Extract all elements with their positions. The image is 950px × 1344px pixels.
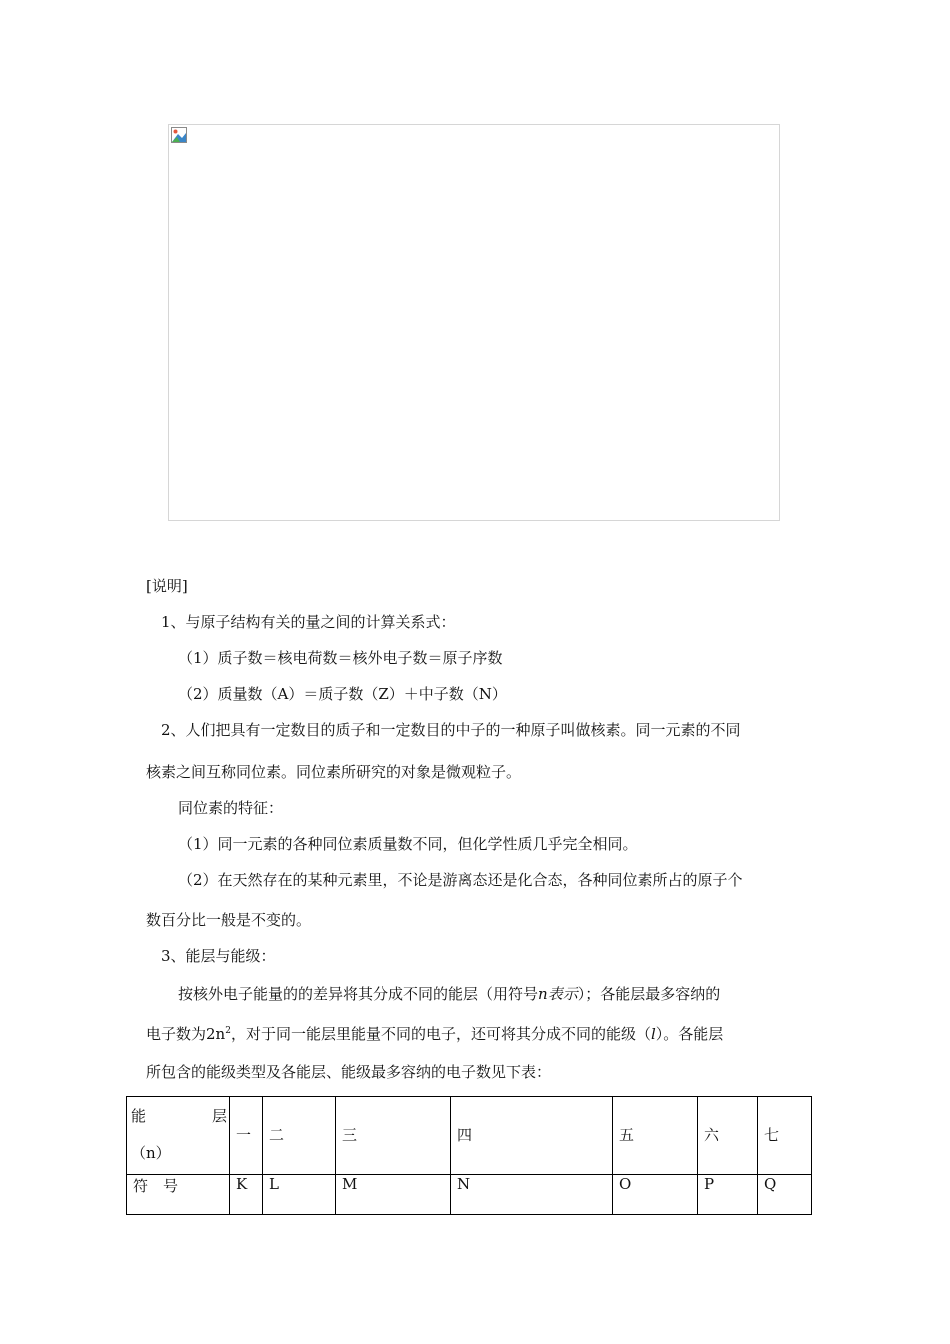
- image-placeholder: [168, 124, 780, 521]
- table-cell: 四: [451, 1097, 613, 1175]
- table-cell: N: [451, 1175, 613, 1215]
- energy-level-table: [126, 1096, 812, 1215]
- item-2a: （1）同一元素的各种同位素质量数不同，但化学性质几乎完全相同。: [178, 835, 638, 853]
- table-cell: L: [263, 1175, 336, 1215]
- item-1a: （1）质子数＝核电荷数＝核外电子数＝原子序数: [178, 649, 503, 667]
- item-2b-line2: 数百分比一般是不变的。: [146, 911, 312, 929]
- table-cell: O: [613, 1175, 698, 1215]
- table-row-layers: [127, 1097, 812, 1175]
- table-cell: K: [230, 1175, 263, 1215]
- table-cell: Q: [758, 1175, 812, 1215]
- table-cell: 七: [758, 1097, 812, 1175]
- item-1: 1、与原子结构有关的量之间的计算关系式：: [161, 613, 456, 631]
- item-3-para-line1: 按核外电子能量的的差异将其分成不同的能层（用符号n表示）；各能层最多容纳的: [178, 985, 721, 1003]
- table-cell: 一: [230, 1097, 263, 1175]
- item-2-line2: 核素之间互称同位素。同位素所研究的对象是微观粒子。: [146, 763, 522, 781]
- table-cell: 三: [336, 1097, 451, 1175]
- table-cell: 二: [263, 1097, 336, 1175]
- table-cell: P: [698, 1175, 758, 1215]
- broken-image-icon: [171, 127, 187, 143]
- item-2-subheading: 同位素的特征：: [178, 799, 284, 817]
- table-cell: 六: [698, 1097, 758, 1175]
- item-2b-line1: （2）在天然存在的某种元素里，不论是游离态还是化合态，各种同位素所占的原子个: [178, 871, 743, 889]
- item-3: 3、能层与能级：: [161, 947, 276, 965]
- header-cell-symbol: 符 号: [127, 1175, 230, 1215]
- item-2-line1: 2、人们把具有一定数目的质子和一定数目的中子的一种原子叫做核素。同一元素的不同: [161, 721, 741, 739]
- table-cell: M: [336, 1175, 451, 1215]
- section-heading: [说明]: [146, 577, 188, 595]
- table-row-symbols: [127, 1175, 812, 1215]
- item-3-para-line3: 所包含的能级类型及各能层、能级最多容纳的电子数见下表：: [146, 1063, 552, 1081]
- header-cell-layer: 能 层 （n）: [127, 1097, 230, 1175]
- item-1b: （2）质量数（A）＝质子数（Z）＋中子数（N）: [178, 685, 507, 703]
- table-cell: 五: [613, 1097, 698, 1175]
- item-3-para-line2: 电子数为$2n^2$，对于同一能层里能量不同的电子，还可将其分成不同的能级（l）。各能层: [146, 1025, 724, 1043]
